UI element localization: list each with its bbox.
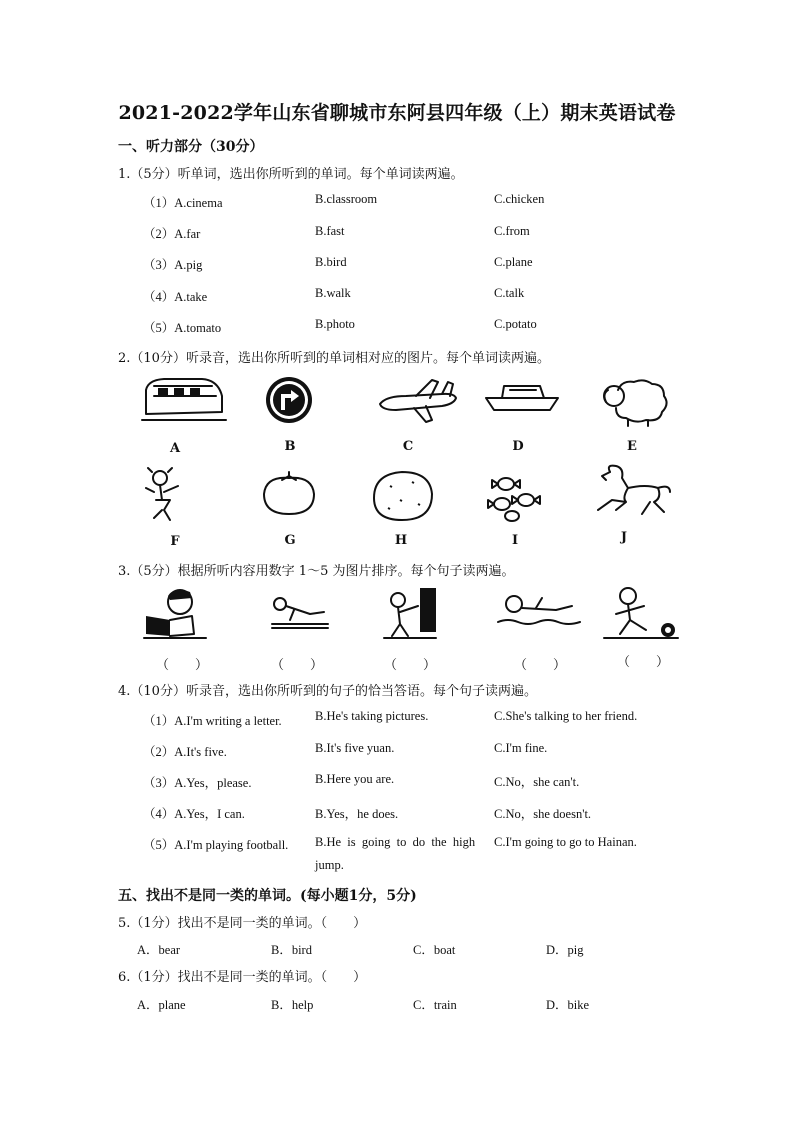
q4-row1-option-a: （1）A.I'm writing a letter.	[143, 714, 282, 728]
picture-label-g: G	[284, 533, 296, 548]
question-2-prompt: 2.（10分）听录音，选出你所听到的单词相对应的图片。每个单词读两遍。	[118, 351, 550, 366]
q4-row4-option-b: B.Yes，he does.	[315, 807, 399, 821]
q4-row2-option-c: C.I'm fine.	[494, 741, 548, 755]
q4-row3-option-c: C.No，she can't.	[494, 775, 580, 789]
picture-label-j: J	[620, 530, 628, 545]
picture-label-d: D	[512, 439, 524, 454]
picture-label-h: H	[394, 533, 408, 548]
q1-row2-option-c: C.from	[494, 224, 530, 238]
picture-label-i: I	[511, 533, 519, 548]
potato-picture	[372, 470, 434, 522]
q5-option-a[interactable]: A．bear	[137, 943, 181, 957]
q4-row3-option-b: B.Here you are.	[315, 772, 395, 786]
q3-answer-blank-2[interactable]: （ ）	[270, 658, 323, 673]
sleeping-picture	[268, 592, 330, 632]
q1-row2-option-b: B.fast	[315, 224, 345, 238]
ship-picture	[484, 382, 560, 412]
q4-row4-option-c: C.No，she doesn't.	[494, 807, 592, 821]
q4-row2-option-a: （2）A.It's five.	[143, 745, 227, 759]
q3-answer-blank-4[interactable]: （ ）	[513, 658, 566, 673]
q6-option-b[interactable]: B．help	[271, 998, 314, 1012]
question-6-prompt: 6.（1分）找出不是同一类的单词。（ ）	[118, 970, 367, 985]
q4-row5-option-a: （5）A.I'm playing football.	[143, 838, 289, 852]
q4-row1-option-b: B.He's taking pictures.	[315, 709, 429, 723]
q1-row2-option-a: （2）A.far	[143, 227, 201, 241]
turn-right-sign-picture	[263, 376, 315, 424]
q4-row2-option-b: B.It's five yuan.	[315, 741, 395, 755]
q6-option-a[interactable]: A．plane	[137, 998, 186, 1012]
q3-answer-blank-3[interactable]: （ ）	[383, 658, 436, 673]
horse-picture	[592, 462, 672, 518]
q1-row3-option-a: （3）A.pig	[143, 258, 203, 272]
question-1-prompt: 1.（5分）听单词，选出你所听到的单词。每个单词读两遍。	[118, 167, 464, 182]
swimming-picture	[496, 592, 582, 632]
picture-label-b: B	[284, 439, 296, 454]
q5-option-d[interactable]: D．pig	[546, 943, 584, 957]
boy-drawing-picture	[380, 586, 440, 642]
q1-row3-option-c: C.plane	[494, 255, 533, 269]
boy-playing-football-picture	[602, 584, 680, 642]
q1-row4-option-c: C.talk	[494, 286, 525, 300]
girl-dancing-picture	[144, 466, 190, 522]
q6-option-d[interactable]: D．bike	[546, 998, 590, 1012]
q1-row5-option-a: （5）A.tomato	[143, 321, 222, 335]
question-5-prompt: 5.（1分）找出不是同一类的单词。（ ）	[118, 916, 367, 931]
q1-row4-option-a: （4）A.take	[143, 290, 208, 304]
q4-row5-option-c: C.I'm going to go to Hainan.	[494, 835, 637, 849]
q4-row5-option-b-continuation: jump.	[315, 858, 344, 872]
boy-reading-picture	[140, 586, 210, 642]
q5-option-c[interactable]: C．boat	[413, 943, 456, 957]
q1-row3-option-b: B.bird	[315, 255, 347, 269]
q1-row5-option-b: B.photo	[315, 317, 355, 331]
sheep-picture	[600, 376, 670, 426]
q1-row1-option-c: C.chicken	[494, 192, 545, 206]
section-heading-odd-one-out: 五、找出不是同一类的单词。(每小题1分，5分)	[118, 888, 417, 904]
q6-option-c[interactable]: C．train	[413, 998, 457, 1012]
question-4-prompt: 4.（10分）听录音，选出你所听到的句子的恰当答语。每个句子读两遍。	[118, 684, 537, 699]
q3-answer-blank-5[interactable]: （ ）	[616, 655, 669, 670]
page-title: 2021-2022学年山东省聊城市东阿县四年级（上）期末英语试卷	[118, 102, 676, 124]
section-heading-listening: 一、听力部分（30分）	[118, 139, 264, 155]
train-picture	[140, 374, 226, 424]
picture-label-e: E	[627, 439, 637, 454]
q3-answer-blank-1[interactable]: （ ）	[155, 658, 208, 673]
q5-option-b[interactable]: B．bird	[271, 943, 312, 957]
tomato-picture	[262, 470, 316, 516]
picture-label-f: F	[170, 534, 180, 549]
picture-label-a: A	[169, 441, 181, 456]
q1-row1-option-b: B.classroom	[315, 192, 378, 206]
q4-row5-option-b: B.He is going to do the high	[315, 835, 476, 849]
q1-row1-option-a: （1）A.cinema	[143, 196, 223, 210]
candies-picture	[486, 474, 554, 522]
q1-row4-option-b: B.walk	[315, 286, 351, 300]
picture-label-c: C	[402, 439, 414, 454]
q4-row3-option-a: （3）A.Yes，please.	[143, 776, 252, 790]
q4-row4-option-a: （4）A.Yes，I can.	[143, 807, 245, 821]
question-3-prompt: 3.（5分）根据所听内容用数字 1～5 为图片排序。每个句子读两遍。	[118, 564, 515, 579]
airplane-picture	[376, 378, 458, 424]
q1-row5-option-c: C.potato	[494, 317, 537, 331]
q4-row1-option-c: C.She's talking to her friend.	[494, 709, 638, 723]
